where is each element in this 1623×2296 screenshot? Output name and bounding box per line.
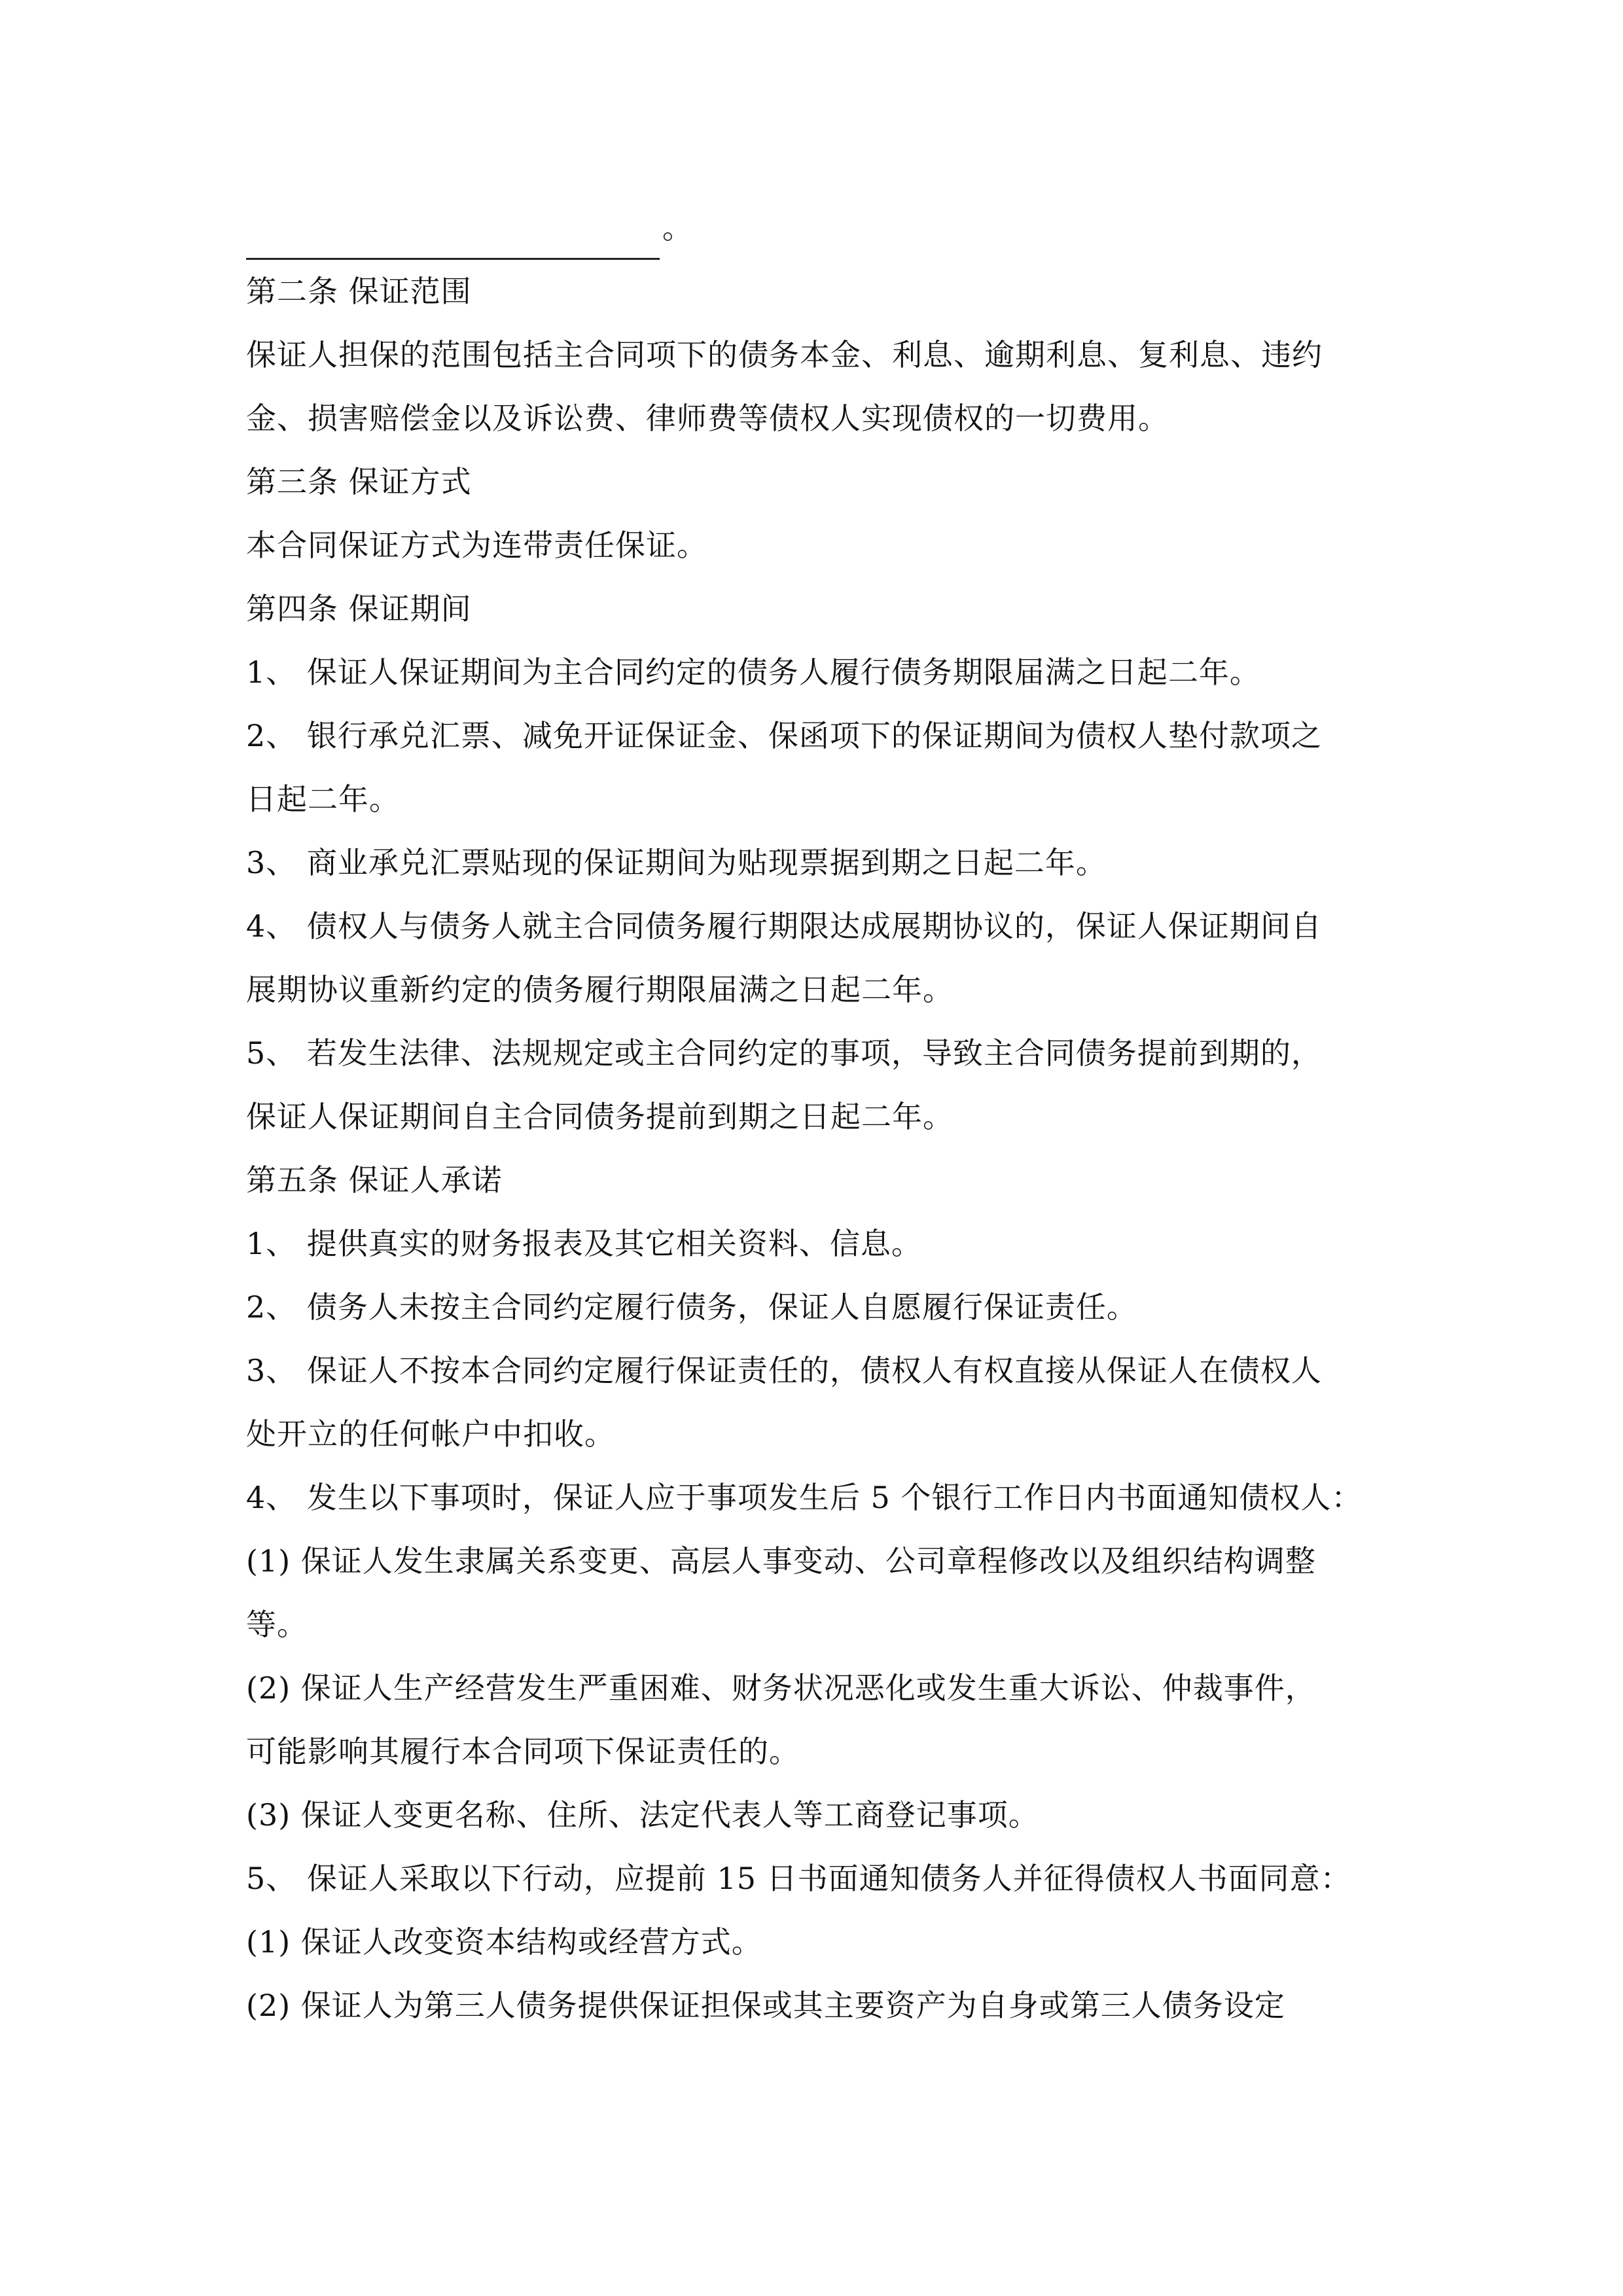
list-item-line: 展期协议重新约定的债务履行期限届满之日起二年。 [246,972,954,1007]
fill-in-blank [246,224,660,260]
section-heading-5: 第五条 保证人承诺 [246,1162,503,1198]
blank-suffix: 。 [662,210,693,245]
list-item-line: 3、 商业承兑汇票贴现的保证期间为贴现票据到期之日起二年。 [246,845,1107,880]
paragraph-line: 金、损害赔偿金以及诉讼费、律师费等债权人实现债权的一切费用。 [246,401,1169,436]
sub-item-line: 等。 [246,1607,308,1642]
list-item-line: 1、 提供真实的财务报表及其它相关资料、信息。 [246,1226,922,1261]
fill-in-blank-line [246,196,1398,260]
list-item-line: 1、 保证人保证期间为主合同约定的债务人履行债务期限届满之日起二年。 [246,655,1260,690]
list-item-line: 保证人保证期间自主合同债务提前到期之日起二年。 [246,1099,954,1134]
sub-item-line: (1) 保证人发生隶属关系变更、高层人事变动、公司章程修改以及组织结构调整 [246,1543,1316,1579]
sub-item-line: (2) 保证人为第三人债务提供保证担保或其主要资产为自身或第三人债务设定 [246,1988,1285,2023]
paragraph-line: 保证人担保的范围包括主合同项下的债务本金、利息、逾期利息、复利息、违约 [246,337,1323,372]
paragraph-line: 本合同保证方式为连带责任保证。 [246,528,707,563]
section-heading-3: 第三条 保证方式 [246,464,472,499]
list-item-line: 5、 保证人采取以下行动，应提前 15 日书面通知债务人并征得债权人书面同意： [246,1861,1351,1896]
section-heading-2: 第二条 保证范围 [246,274,472,309]
list-item-line: 4、 债权人与债务人就主合同债务履行期限达成展期协议的，保证人保证期间自 [246,908,1322,944]
sub-item-line: (3) 保证人变更名称、住所、法定代表人等工商登记事项。 [246,1797,1039,1833]
section-heading-4: 第四条 保证期间 [246,591,472,626]
list-item-line: 日起二年。 [246,781,400,817]
document-body [246,196,1398,2037]
list-item-line: 5、 若发生法律、法规规定或主合同约定的事项，导致主合同债务提前到期的， [246,1035,1322,1071]
list-item-line: 2、 银行承兑汇票、减免开证保证金、保函项下的保证期间为债权人垫付款项之 [246,718,1322,753]
list-item-line: 处开立的任何帐户中扣收。 [246,1416,615,1452]
sub-item-line: 可能影响其履行本合同项下保证责任的。 [246,1734,800,1769]
list-item-line: 2、 债务人未按主合同约定履行债务，保证人自愿履行保证责任。 [246,1289,1137,1325]
list-item-line: 3、 保证人不按本合同约定履行保证责任的，债权人有权直接从保证人在债权人 [246,1353,1322,1388]
sub-item-line: (1) 保证人改变资本结构或经营方式。 [246,1924,762,1960]
list-item-line: 4、 发生以下事项时，保证人应于事项发生后 5 个银行工作日内书面通知债权人： [246,1480,1363,1515]
sub-item-line: (2) 保证人生产经营发生严重困难、财务状况恶化或发生重大诉讼、仲裁事件， [246,1670,1316,1706]
